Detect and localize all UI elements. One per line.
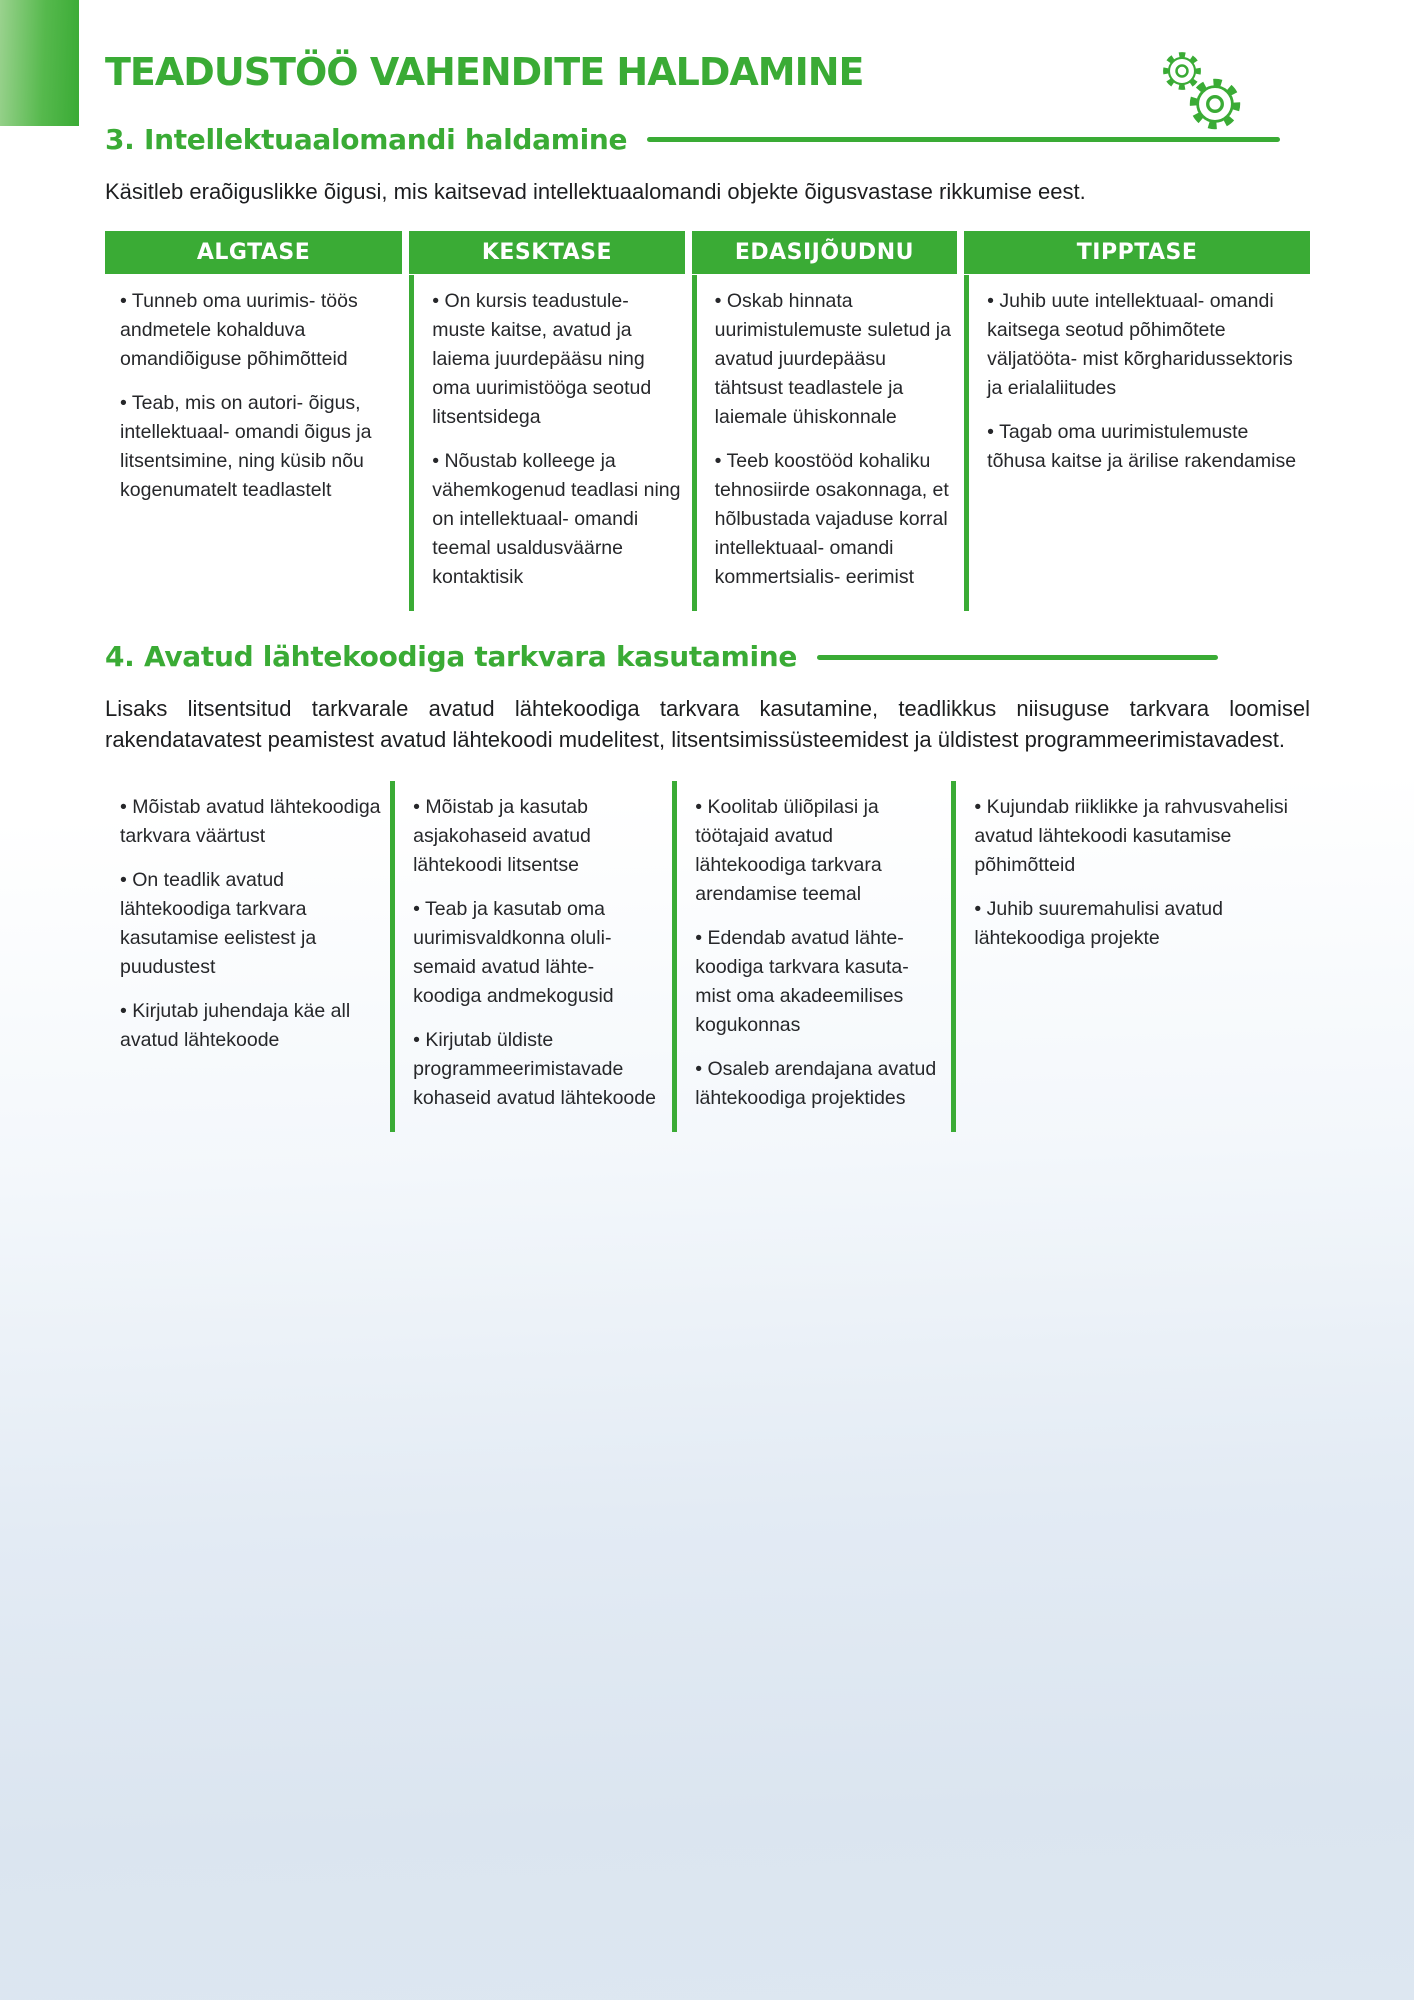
bullet-item: • Kirjutab juhendaja käe all avatud lähtekoode: [120, 997, 382, 1055]
level-header-kesktase: KESKTASE: [409, 231, 684, 274]
section-intro: Käsitleb eraõiguslikke õigusi, mis kaitsevad intellektuaalomandi objekte õigusvastase rikkumise eest.: [105, 178, 1086, 204]
level-columns: [105, 275, 1310, 611]
gears-icon: [1155, 42, 1255, 142]
bullet-item: • Koolitab üliõpilasi ja töötajaid avatud lähtekoodiga tarkvara arendamise teemal: [695, 793, 943, 909]
big-gear-icon: [1187, 76, 1243, 132]
bullet-item: • Juhib uute intellektuaal- omandi kaitsega seotud põhimõtete väljatööta- mist kõrgharidussektoris ja erialaliitudes: [987, 287, 1302, 403]
section-title: 3. Intellektuaalomandi haldamine: [105, 122, 628, 156]
section-title: 4. Avatud lähtekoodiga tarkvara kasutamine: [105, 639, 798, 673]
level-columns: [105, 781, 1310, 1132]
bullet-item: • Juhib suuremahulisi avatud lähtekoodiga projekte: [974, 895, 1302, 953]
section-intellectual-property: [105, 124, 1310, 611]
level-header-row: [105, 231, 1310, 274]
level-header-algtase: ALGTASE: [105, 231, 402, 274]
bullet-item: • Edendab avatud lähte- koodiga tarkvara kasuta- mist oma akadeemilises kogukonnas: [695, 924, 943, 1040]
section-heading-row: [105, 124, 1310, 156]
column-kesktase: [390, 781, 672, 1132]
bullet-item: • Tagab oma uurimistulemuste tõhusa kaitse ja ärilise rakendamise: [987, 418, 1302, 476]
section-intro: Lisaks litsentsitud tarkvarale avatud lähtekoodiga tarkvara kasutamine, teadlikkus niisuguse tarkvara loomisel rakendatavatest peamistest avatud lähtekoodi mudelitest, litsentsimissüsteemidest ja üldistest programmeerimistavadest.: [105, 696, 1310, 753]
bullet-item: • Kujundab riiklikke ja rahvusvahelisi avatud lähtekoodi kasutamise põhimõtteid: [974, 793, 1302, 880]
column-kesktase: [409, 275, 691, 611]
bullet-item: • Nõustab kolleege ja vähemkogenud teadlasi ning on intellektuaal- omandi teemal usaldusväärne kontaktisik: [432, 447, 683, 592]
bullet-item: • Mõistab avatud lähtekoodiga tarkvara väärtust: [120, 793, 382, 851]
column-algtase: [105, 781, 390, 1132]
level-header-edasijoudnu: EDASIJÕUDNU: [692, 231, 958, 274]
page-title: TEADUSTÖÖ VAHENDITE HALDAMINE: [105, 50, 864, 94]
bullet-item: • Teab, mis on autori- õigus, intellektuaal- omandi õigus ja litsentsimine, ning küsib nõu kogenumatelt teadlastelt: [120, 389, 401, 505]
bullet-item: • Teeb koostööd kohaliku tehnosiirde osakonnaga, et hõlbustada vajaduse korral intellektuaal- omandi kommertsialis- eerimist: [715, 447, 957, 592]
bullet-item: • Kirjutab üldiste programmeerimistavade kohaseid avatud lähtekoode: [413, 1026, 664, 1113]
heading-rule: [817, 655, 1218, 660]
bullet-item: • Osaleb arendajana avatud lähtekoodiga projektides: [695, 1055, 943, 1113]
bullet-item: • Tunneb oma uurimis- töös andmetele kohalduva omandiõiguse põhimõtteid: [120, 287, 401, 374]
bullet-item: • On teadlik avatud lähtekoodiga tarkvara kasutamise eelistest ja puudustest: [120, 866, 382, 982]
section-heading-row: [105, 641, 1310, 673]
column-tipptase: [951, 781, 1310, 1132]
column-algtase: [105, 275, 409, 611]
bullet-item: • Teab ja kasutab oma uurimisvaldkonna oluli- semaid avatud lähte- koodiga andmekogusid: [413, 895, 664, 1011]
column-edasijoudnu: [672, 781, 951, 1132]
section-open-source: [105, 641, 1310, 1132]
bullet-item: • On kursis teadustule- muste kaitse, avatud ja laiema juurdepääsu ning oma uurimistööga seotud litsentsidega: [432, 287, 683, 432]
bullet-item: • Mõistab ja kasutab asjakohaseid avatud lähtekoodi litsentse: [413, 793, 664, 880]
bullet-item: • Oskab hinnata uurimistulemuste suletud ja avatud juurdepääsu tähtsust teadlastele ja laiemale ühiskonnale: [715, 287, 957, 432]
page-header: [105, 0, 1310, 94]
column-tipptase: [964, 275, 1310, 611]
column-edasijoudnu: [692, 275, 965, 611]
level-header-tipptase: TIPPTASE: [964, 231, 1310, 274]
